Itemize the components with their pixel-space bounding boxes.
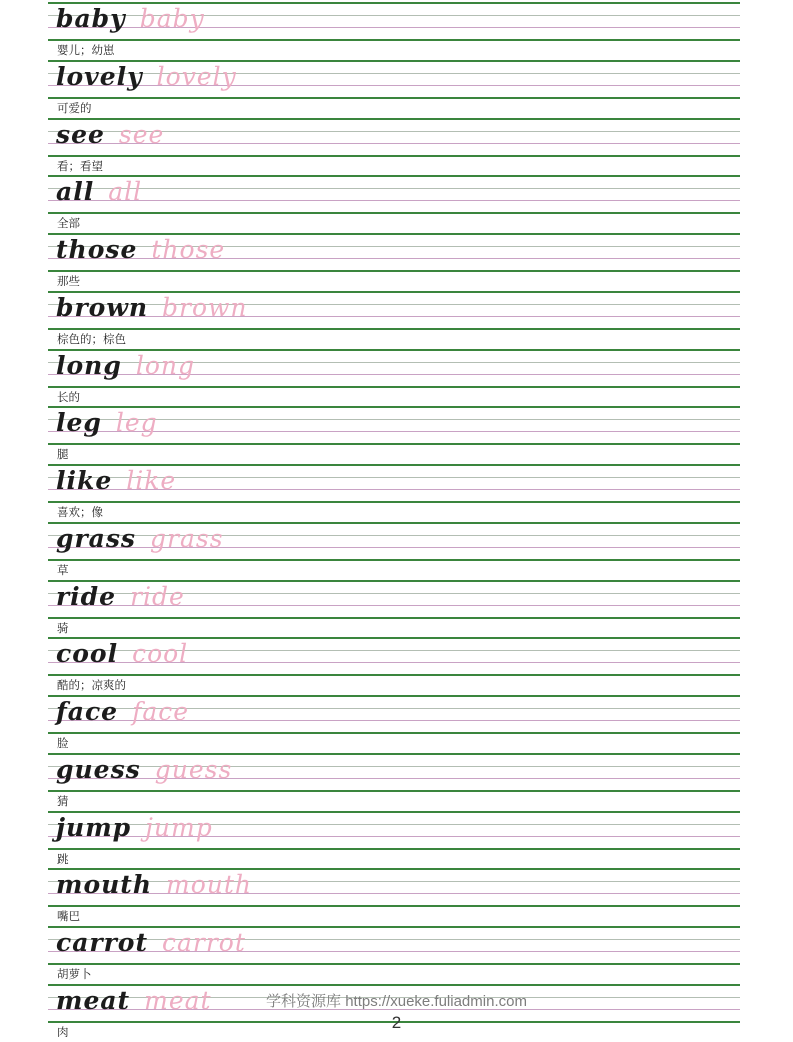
word-pair <box>56 870 253 900</box>
word-text: baby <box>56 4 126 33</box>
word-trace-copy: long <box>135 350 195 380</box>
word-pair <box>56 468 176 493</box>
xheight-rule-line <box>48 188 740 189</box>
writing-guide <box>48 406 740 445</box>
writing-guide <box>48 233 740 272</box>
word-entry <box>48 868 740 926</box>
word-pair <box>56 177 143 207</box>
word-meaning: 胡萝卜 <box>57 969 92 981</box>
word-entry <box>48 60 740 118</box>
word-trace-copy: grass <box>150 523 224 553</box>
word-meaning: 脸 <box>57 738 69 750</box>
word-entry <box>48 522 740 580</box>
baseline-rule-line <box>48 200 740 201</box>
word-meaning: 猜 <box>57 795 69 808</box>
word-trace-copy: meat <box>144 985 212 1015</box>
writing-guide <box>48 2 740 41</box>
word-text: guess <box>56 754 141 784</box>
word-pair <box>56 6 205 31</box>
writing-guide <box>48 175 740 214</box>
word-meaning: 骑 <box>57 622 69 635</box>
word-trace-copy: guess <box>154 754 233 784</box>
word-entry <box>48 233 740 291</box>
word-trace-copy: face <box>132 697 190 726</box>
word-pair <box>56 581 185 611</box>
word-trace-copy: carrot <box>162 928 246 957</box>
writing-guide <box>48 926 740 965</box>
writing-guide <box>48 580 740 619</box>
word-entry <box>48 753 740 811</box>
word-text: long <box>56 350 122 380</box>
word-text: cool <box>56 639 119 669</box>
word-text: mouth <box>56 870 153 900</box>
word-entry <box>48 406 740 464</box>
word-meaning: 看；看望 <box>57 160 103 173</box>
word-pair <box>56 408 158 438</box>
writing-guide <box>48 118 740 157</box>
word-text: carrot <box>56 928 148 957</box>
writing-guide <box>48 522 740 561</box>
writing-guide <box>48 349 740 388</box>
word-meaning: 可爱的 <box>57 102 92 115</box>
word-trace-copy: lovely <box>156 61 237 91</box>
word-entry <box>48 811 740 869</box>
word-trace-copy: cool <box>132 639 189 669</box>
writing-guide <box>48 868 740 907</box>
word-trace-copy: those <box>151 235 226 264</box>
word-text: see <box>56 119 105 149</box>
word-entry <box>48 175 740 233</box>
word-pair <box>56 292 248 322</box>
word-text: brown <box>56 292 149 322</box>
word-text: grass <box>56 523 136 553</box>
writing-guide <box>48 637 740 676</box>
word-entry <box>48 926 740 984</box>
word-trace-copy: brown <box>162 292 248 322</box>
word-meaning: 肉 <box>57 1026 69 1039</box>
word-meaning: 腿 <box>57 449 69 462</box>
writing-guide <box>48 291 740 330</box>
word-pair <box>56 699 189 724</box>
word-pair <box>56 61 237 91</box>
writing-guide <box>48 464 740 503</box>
word-text: ride <box>56 581 117 611</box>
word-text: meat <box>56 985 131 1015</box>
word-trace-copy: ride <box>130 581 185 611</box>
word-entry <box>48 118 740 176</box>
word-trace-copy: leg <box>115 408 158 438</box>
word-text: lovely <box>56 61 143 91</box>
word-pair <box>56 812 213 842</box>
word-entry <box>48 291 740 349</box>
word-text: all <box>56 177 95 207</box>
word-pair <box>56 350 195 380</box>
writing-guide <box>48 60 740 99</box>
word-meaning: 婴儿；幼崽 <box>57 45 115 57</box>
word-text: jump <box>56 812 132 842</box>
word-text: leg <box>56 408 102 438</box>
word-trace-copy: see <box>118 119 165 149</box>
word-entry <box>48 464 740 522</box>
word-entry <box>48 637 740 695</box>
word-pair <box>56 930 246 955</box>
word-text: face <box>56 697 119 726</box>
writing-guide <box>48 695 740 734</box>
word-pair <box>56 237 225 262</box>
word-meaning: 那些 <box>57 276 80 288</box>
word-pair <box>56 754 233 784</box>
writing-guide <box>48 811 740 850</box>
word-text: like <box>56 466 113 495</box>
word-meaning: 长的 <box>57 391 80 404</box>
word-trace-copy: baby <box>139 4 205 33</box>
word-meaning: 喜欢；像 <box>57 507 103 519</box>
watermark-text: 学科资源库 https://xueke.fuliadmin.com <box>266 993 527 1010</box>
word-list <box>48 2 740 1042</box>
page-number: 2 <box>391 1013 402 1032</box>
word-trace-copy: like <box>126 466 177 495</box>
writing-guide <box>48 753 740 792</box>
word-meaning: 草 <box>57 564 69 577</box>
word-trace-copy: mouth <box>166 870 253 900</box>
word-entry <box>48 349 740 407</box>
word-pair <box>56 523 224 553</box>
word-text: those <box>56 235 138 264</box>
word-meaning: 全部 <box>57 218 80 231</box>
word-trace-copy: all <box>108 177 143 207</box>
word-meaning: 酷的；凉爽的 <box>57 680 126 693</box>
word-entry <box>48 580 740 638</box>
word-entry <box>48 695 740 753</box>
word-pair <box>56 119 165 149</box>
word-entry <box>48 2 740 60</box>
word-trace-copy: jump <box>145 812 213 842</box>
word-pair <box>56 639 189 669</box>
word-meaning: 嘴巴 <box>57 911 80 924</box>
word-meaning: 棕色的；棕色 <box>57 333 126 346</box>
word-meaning: 跳 <box>57 853 69 866</box>
